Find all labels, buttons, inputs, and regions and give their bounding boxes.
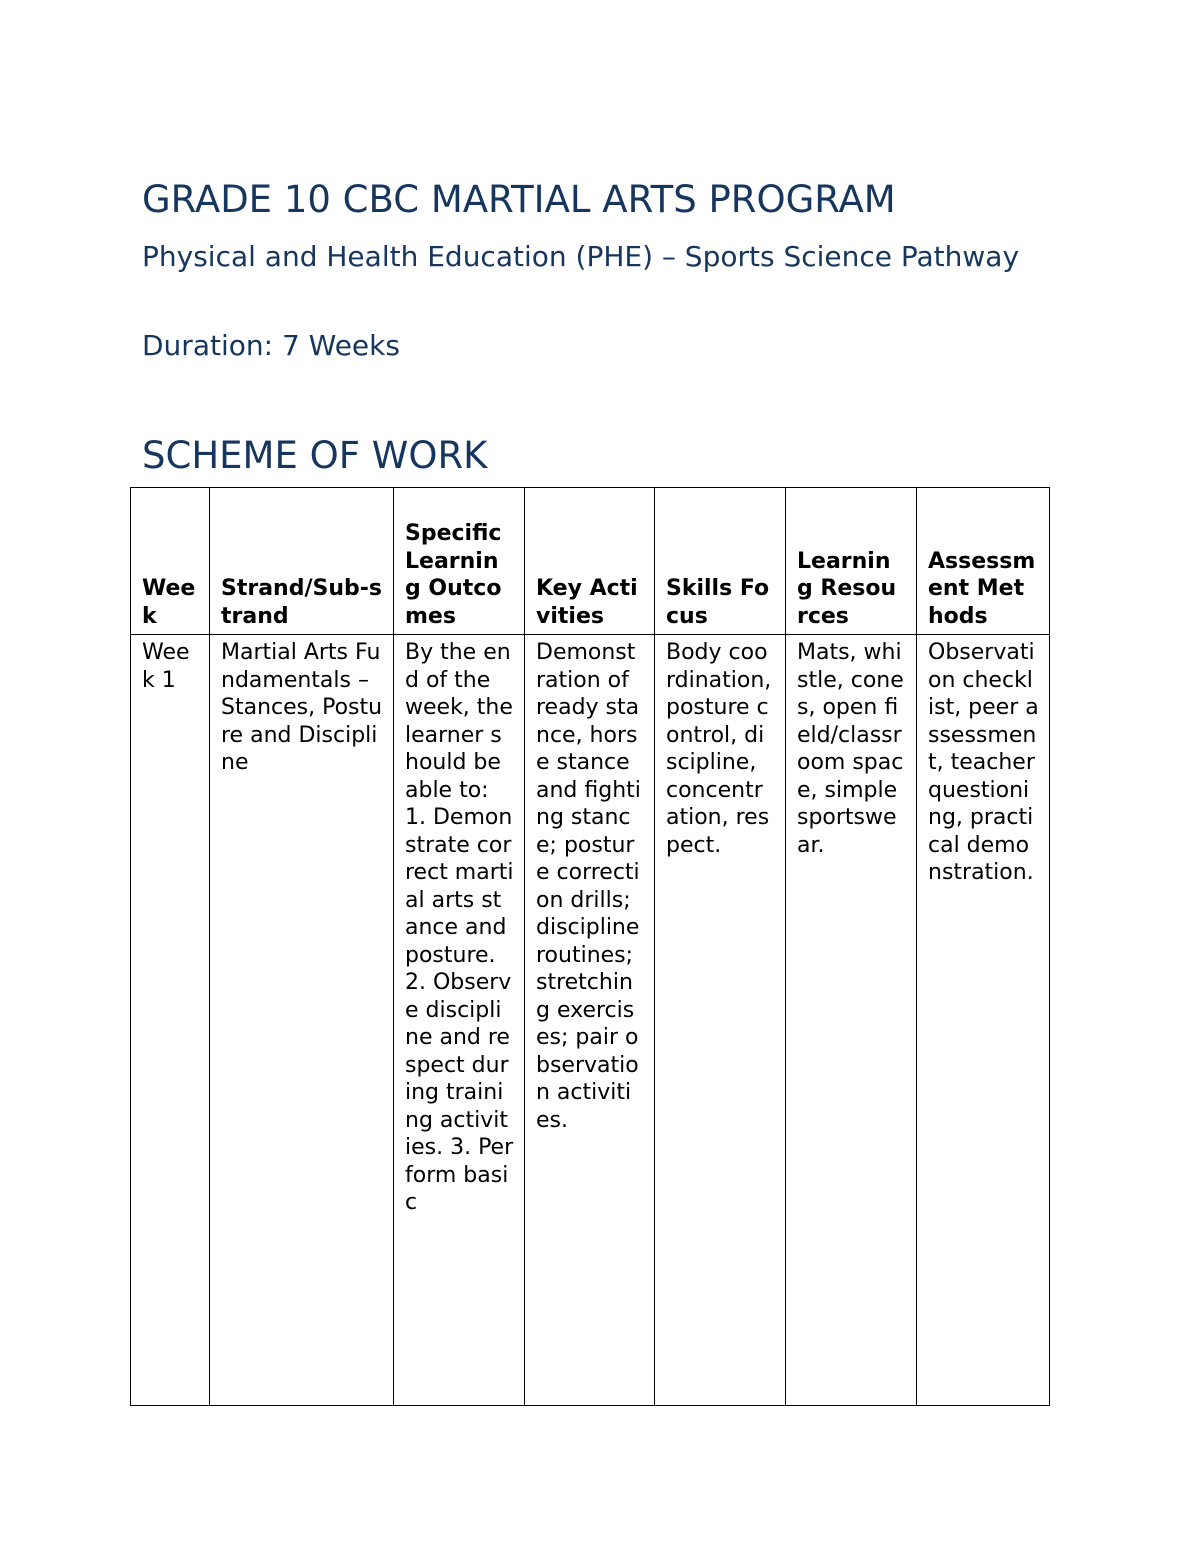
header-assessment-methods: Assessment Methods: [917, 488, 1050, 635]
header-skills-focus: Skills Focus: [655, 488, 786, 635]
cell-strand: Martial Arts Fundamentals – Stances, Posture and Discipline: [210, 635, 394, 1406]
document-subtitle: Physical and Health Education (PHE) – Sports Science Pathway: [142, 240, 1020, 273]
cell-assessment-methods: Observation checklist, peer assessment, teacher questioning, practical demonstration.: [917, 635, 1050, 1406]
scheme-of-work-table: [130, 487, 1050, 1406]
table-row: [131, 635, 1050, 1406]
header-learning-outcomes: Specific Learning Outcomes: [394, 488, 525, 635]
cell-skills-focus: Body coordination, posture control, discipline, concentration, respect.: [655, 635, 786, 1406]
header-key-activities: Key Activities: [525, 488, 655, 635]
document-title: GRADE 10 CBC MARTIAL ARTS PROGRAM: [142, 178, 896, 221]
cell-learning-resources: Mats, whistle, cones, open field/classroom space, simple sportswear.: [786, 635, 917, 1406]
section-heading: SCHEME OF WORK: [142, 434, 488, 477]
header-learning-resources: Learning Resources: [786, 488, 917, 635]
header-strand: Strand/Sub-strand: [210, 488, 394, 635]
cell-key-activities: Demonstration of ready stance, horse stance and fighting stance; posture correction drills; discipline routines; stretching exercises; pair observation activities.: [525, 635, 655, 1406]
table-header-row: [131, 488, 1050, 635]
duration-text: Duration: 7 Weeks: [142, 329, 400, 362]
cell-week: Week 1: [131, 635, 210, 1406]
header-week: Week: [131, 488, 210, 635]
cell-learning-outcomes: By the end of the week, the learner should be able to: 1. Demonstrate correct martial arts stance and posture. 2. Observe discipline and respect during training activities. 3. Perform basic: [394, 635, 525, 1406]
